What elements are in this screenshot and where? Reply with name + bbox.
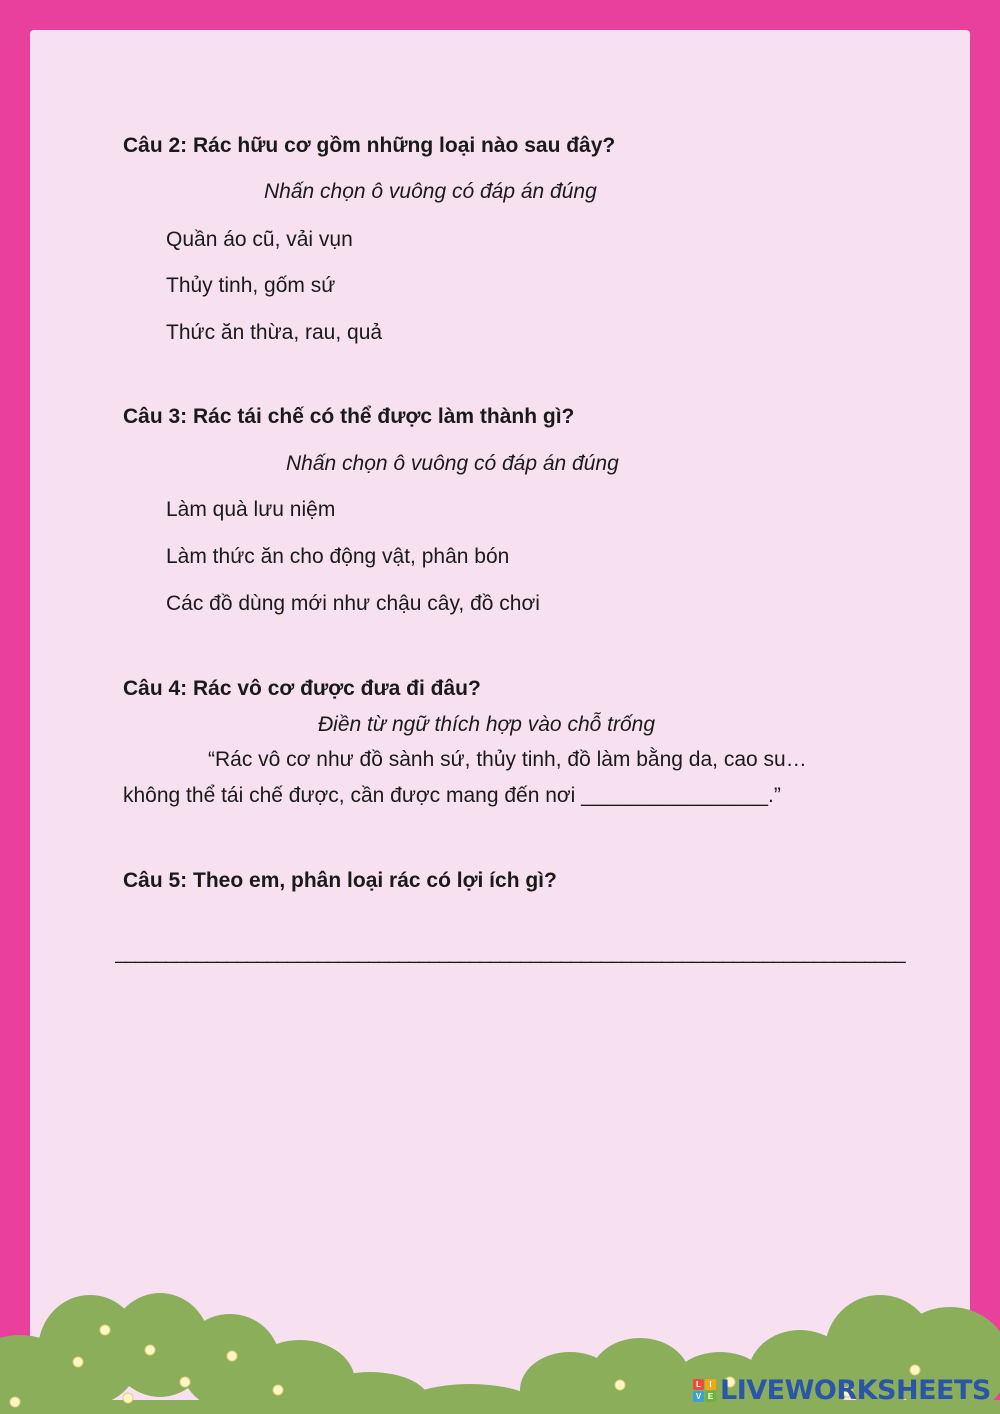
question-4-sentence-line-2[interactable]: không thể tái chế được, cần được mang đến nơi ________________.” <box>123 784 781 807</box>
question-3-hint: Nhấn chọn ô vuông có đáp án đúng <box>286 452 619 475</box>
q3-option-1[interactable]: Làm quà lưu niệm <box>166 498 336 521</box>
q2-option-1[interactable]: Quần áo cũ, vải vụn <box>166 228 353 251</box>
question-5-answer-field[interactable]: ______________________________________________________________________________ <box>115 942 905 964</box>
q2-option-2[interactable]: Thủy tinh, gốm sứ <box>166 274 336 297</box>
question-2-title: Câu 2: Rác hữu cơ gồm những loại nào sau đây? <box>123 134 616 157</box>
question-3-title: Câu 3: Rác tái chế có thể được làm thành gì? <box>123 405 575 428</box>
question-4-title: Câu 4: Rác vô cơ được đưa đi đâu? <box>123 677 481 700</box>
logo-icon: L I V E <box>693 1379 716 1402</box>
q3-option-3[interactable]: Các đồ dùng mới như chậu cây, đồ chơi <box>166 592 540 615</box>
logo-text: LIVEWORKSHEETS <box>720 1374 991 1406</box>
question-4-hint: Điền từ ngữ thích hợp vào chỗ trống <box>318 713 656 736</box>
q2-option-3[interactable]: Thức ăn thừa, rau, quả <box>166 321 383 344</box>
question-2-hint: Nhấn chọn ô vuông có đáp án đúng <box>264 180 597 203</box>
question-4-sentence-line-1: “Rác vô cơ như đồ sành sứ, thủy tinh, đồ làm bằng da, cao su… <box>208 748 807 771</box>
liveworksheets-logo <box>693 1374 991 1406</box>
q3-option-2[interactable]: Làm thức ăn cho động vật, phân bón <box>166 545 510 568</box>
question-5-title: Câu 5: Theo em, phân loại rác có lợi ích gì? <box>123 869 557 892</box>
